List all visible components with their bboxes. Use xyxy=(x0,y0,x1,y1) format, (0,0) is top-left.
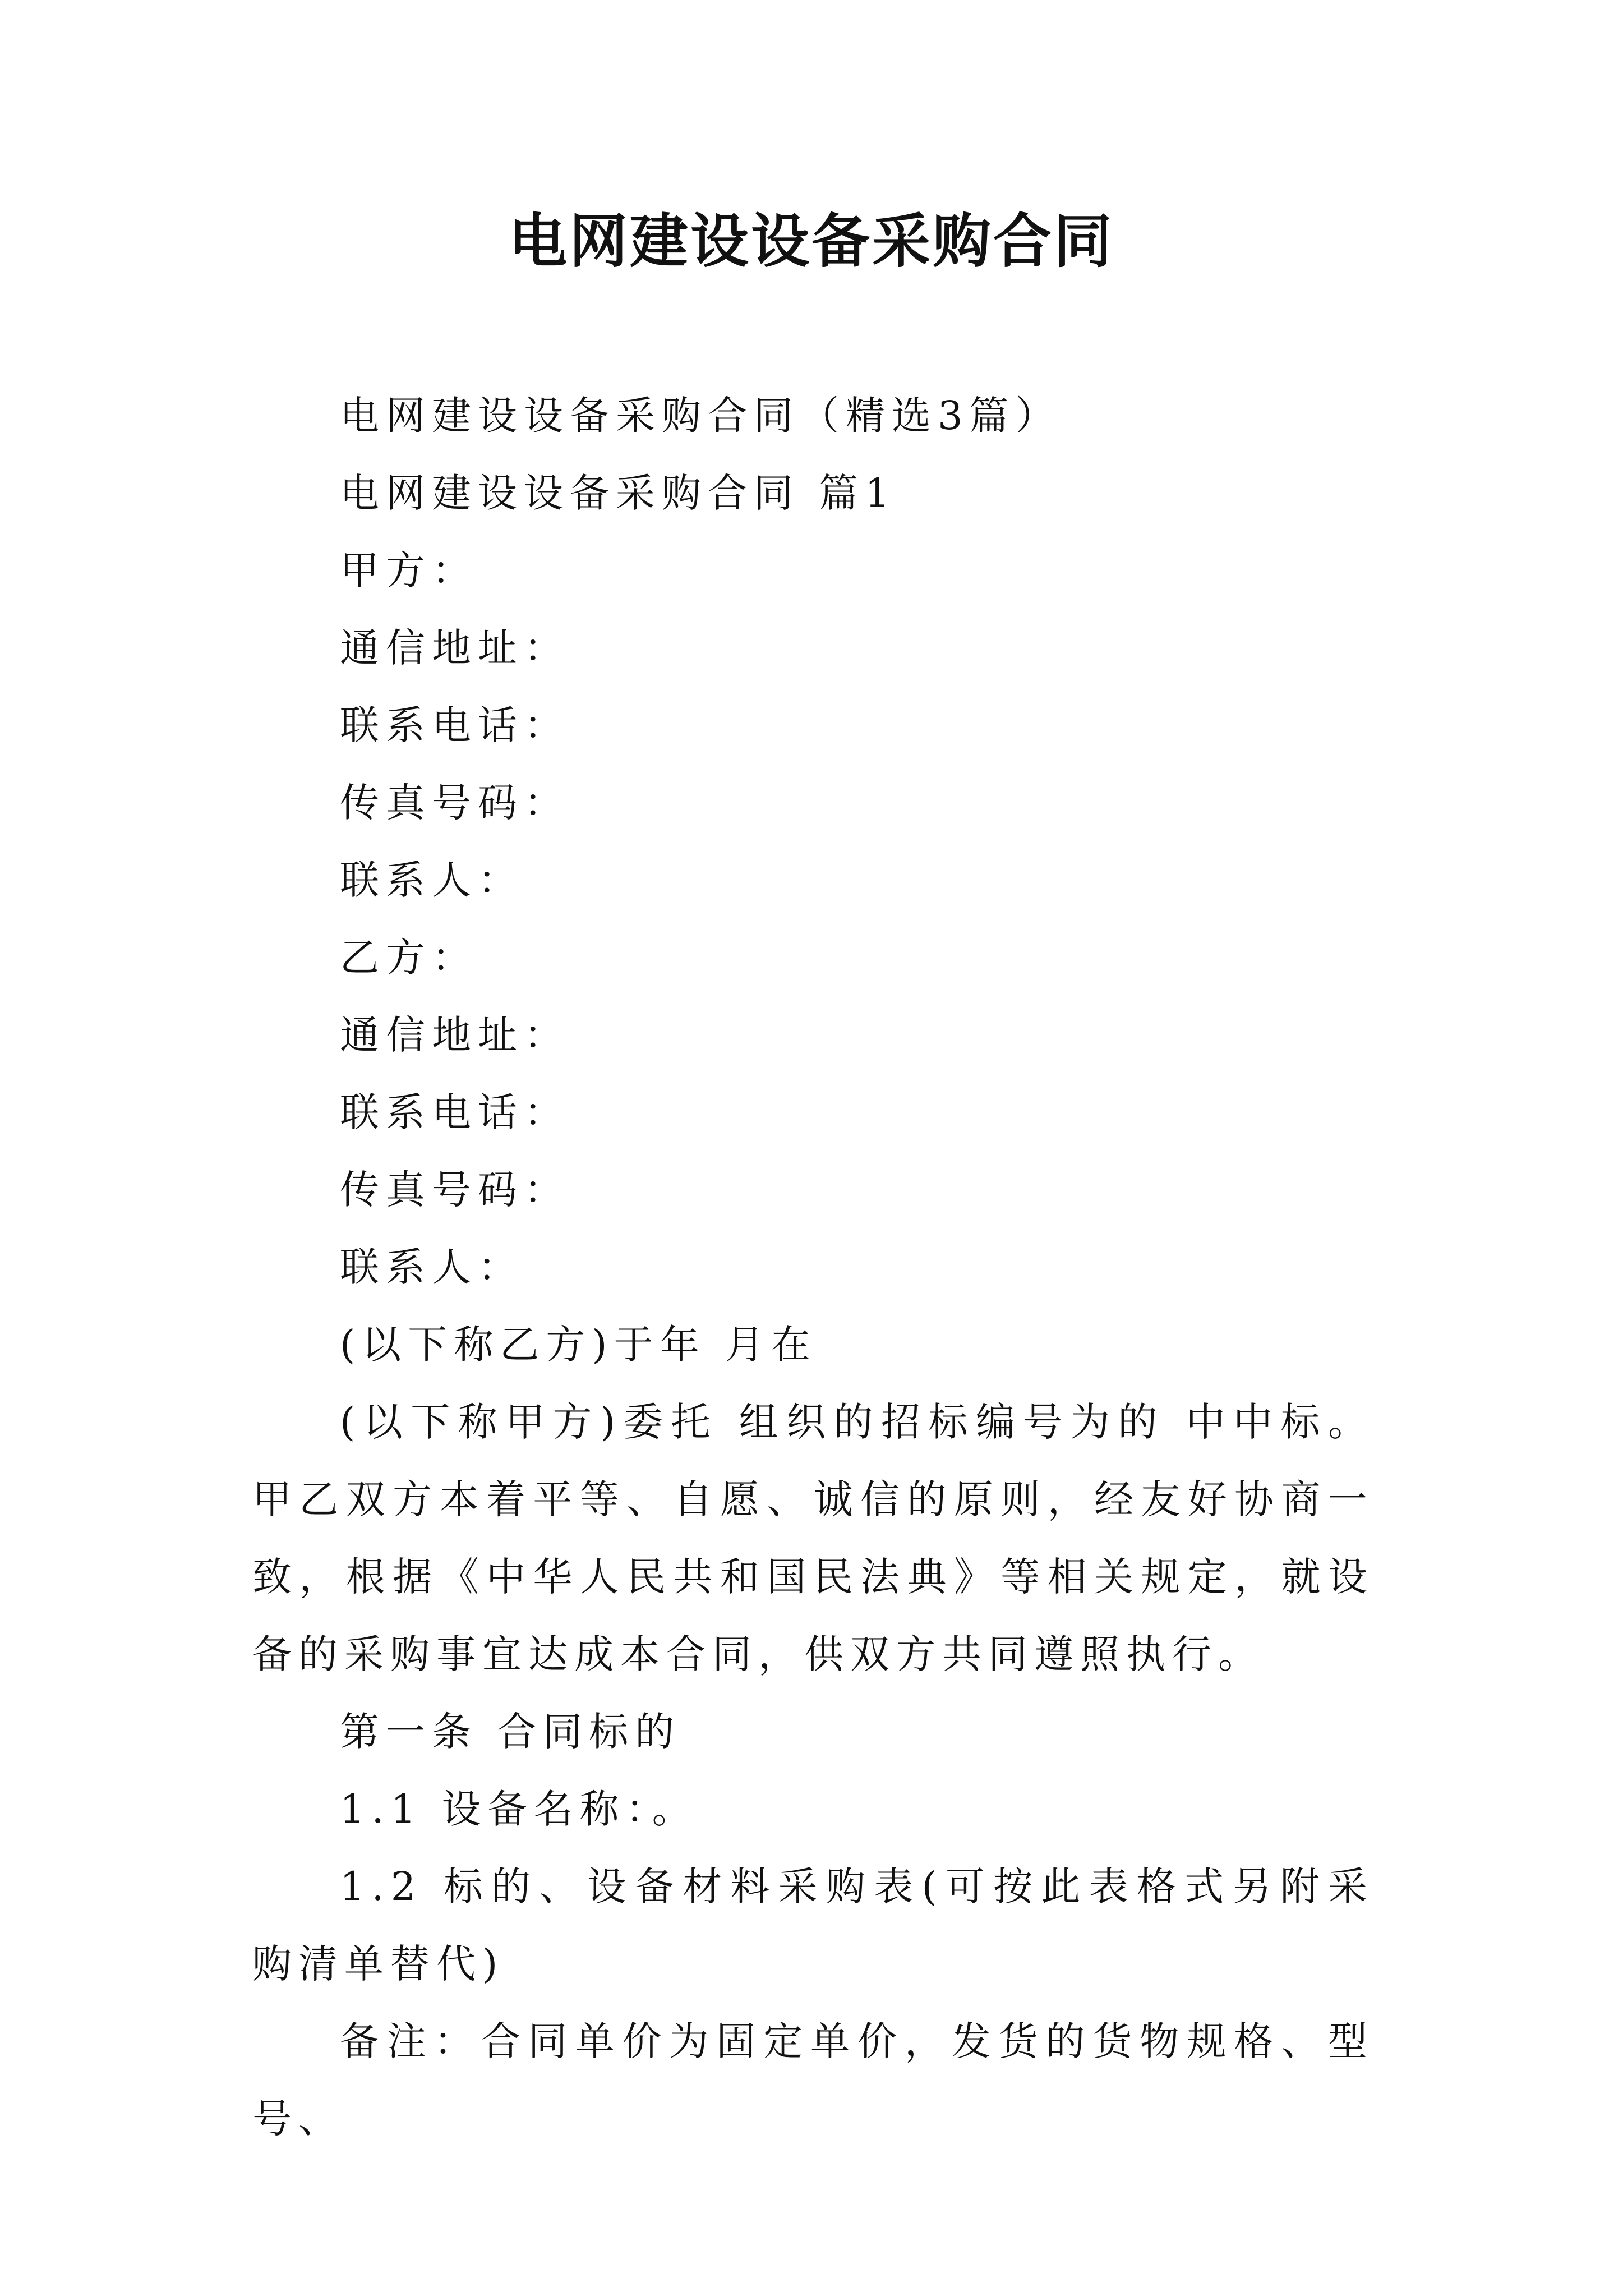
paragraph-party-a: 甲方： xyxy=(340,547,478,593)
paragraph-party-a-fax: 传真号码： xyxy=(340,780,570,826)
paragraph-remark: 备注：合同单价为固定单价，发货的货物规格、型号、 xyxy=(252,2018,1374,2142)
paragraph-article-1-heading: 第一条 合同标的 xyxy=(340,1709,681,1755)
paragraph-clause-1-1: 1.1 设备名称：。 xyxy=(340,1786,698,1832)
paragraph-party-b-phone: 联系电话： xyxy=(340,1089,570,1135)
paragraph-party-a-phone: 联系电话： xyxy=(340,702,570,748)
paragraph-party-a-contact: 联系人： xyxy=(340,857,524,903)
paragraph-preamble: (以下称甲方)委托 组织的招标编号为的 中中标。甲乙双方本着平等、自愿、诚信的原则，经友好协商一致，根据《中华人民共和国民法典》等相关规定，就设备的采购事宜达成本合同，供双方共同遵照执行。 xyxy=(252,1399,1374,1677)
paragraph-party-b: 乙方： xyxy=(340,935,478,981)
paragraph-party-b-fax: 传真号码： xyxy=(340,1167,570,1213)
paragraph-section-heading: 电网建设设备采购合同 篇1 xyxy=(340,470,897,516)
paragraph-bid-date: (以下称乙方)于年 月在 xyxy=(340,1322,817,1368)
paragraph-clause-1-2: 1.2 标的、设备材料采购表(可按此表格式另附采购清单替代) xyxy=(252,1864,1374,1987)
paragraph-subtitle: 电网建设设备采购合同（精选3篇） xyxy=(340,393,1062,439)
document-title: 电网建设设备采购合同 xyxy=(508,207,1114,275)
paragraph-party-a-address: 通信地址： xyxy=(340,625,570,671)
document-body xyxy=(252,377,1374,2157)
paragraph-party-b-address: 通信地址： xyxy=(340,1012,570,1058)
paragraph-party-b-contact: 联系人： xyxy=(340,1244,524,1290)
